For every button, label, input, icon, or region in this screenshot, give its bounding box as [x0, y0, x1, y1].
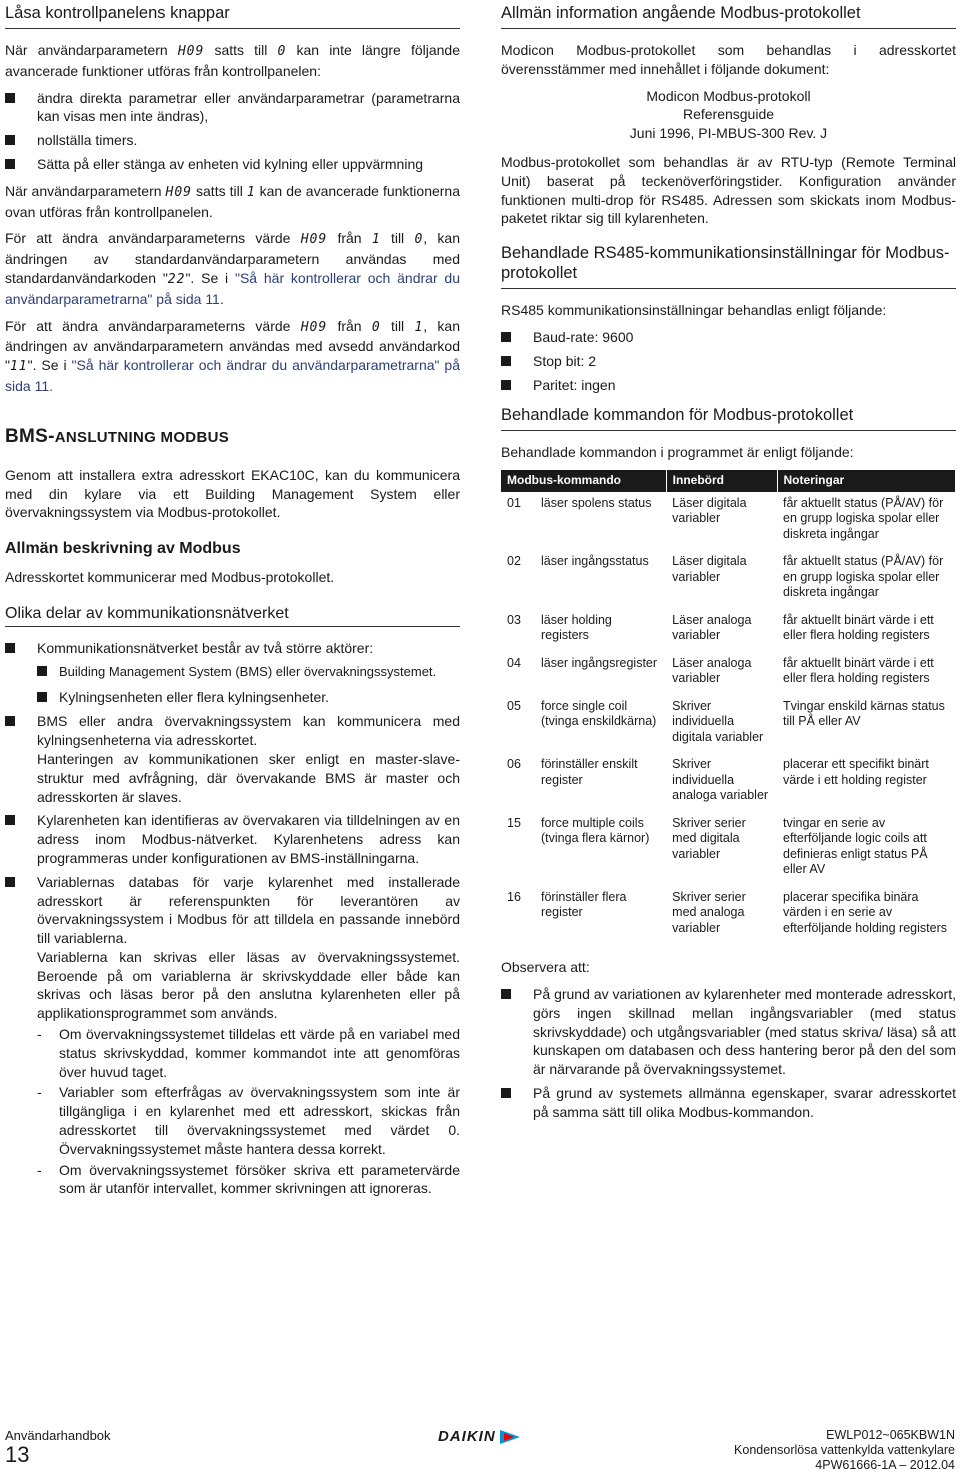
list-item: Paritet: ingen — [501, 376, 956, 395]
list-item: - Om övervakningssystemet försöker skriva ett parametervärde som är utanför intervallet, kommer skrivningen att ignoreras. — [37, 1161, 460, 1197]
heading-network-parts: Olika delar av kommunikationsnätverket — [5, 605, 460, 627]
user-code: 11 — [9, 359, 28, 375]
table-cell: Skriver individuella analoga variabler — [672, 757, 769, 803]
square-bullet-icon — [5, 93, 15, 103]
square-bullet-icon — [501, 1088, 511, 1098]
lock-functions-list — [5, 89, 460, 174]
rs485-paragraph: RS485 kommunikationsinställningar behandlas enligt följande: — [501, 302, 887, 319]
square-bullet-icon — [501, 332, 511, 342]
square-bullet-icon — [501, 380, 511, 390]
note-title: Observera att: — [501, 959, 590, 976]
section-title-modbus-info: Allmän information angående Modbus-protokollet — [501, 0, 956, 29]
list-item: Baud-rate: 9600 — [501, 328, 956, 347]
square-bullet-icon — [501, 989, 511, 999]
table-cell: 03 — [507, 612, 521, 627]
table-cell: Skriver individuella digitala variabler — [672, 698, 764, 744]
modbus-info-paragraph: Modicon Modbus-protokollet som behandlas i adresskortet överensstämmer med innehållet i följande dokument: — [501, 42, 956, 77]
table-cell: 16 — [507, 889, 521, 904]
table-cell: läser spolens status — [541, 495, 652, 510]
param-value: 0 — [414, 232, 424, 248]
brand-logo — [438, 1428, 520, 1445]
product-name: Kondensorlösa vattenkylda vattenkylare — [734, 1443, 955, 1457]
list-item: Sätta på eller stänga av enheten vid kylning eller uppvärmning — [5, 155, 460, 174]
table-cell: läser ingångsstatus — [541, 554, 649, 569]
general-paragraph: Adresskortet kommunicerar med Modbus-protokollet. — [5, 569, 335, 586]
brand-name: DAIKIN — [438, 1428, 496, 1445]
list-item: ändra direkta parametrar eller användarparametrar (parametrarna kan visas men inte ändras), — [5, 89, 460, 127]
table-cell: får aktuellt binärt värde i ett eller flera holding registers — [783, 655, 934, 686]
table-cell: force single coil (tvinga enskildkärna) — [541, 698, 657, 729]
table-header: Noteringar — [777, 470, 956, 492]
dash-list — [37, 1025, 460, 1198]
square-bullet-icon — [5, 877, 15, 887]
model-number: EWLP012~065KBW1N — [826, 1428, 955, 1442]
param-value: 1 — [414, 319, 424, 335]
table-cell: läser holding registers — [541, 612, 612, 643]
list-item: Kylningsenheten eller flera kylningsenheter. — [37, 688, 460, 707]
reference-document: Modicon Modbus-protokoll Referensguide Juni 1996, PI-MBUS-300 Rev. J — [629, 87, 828, 142]
table-cell: Skriver serier med digitala variabler — [672, 815, 746, 861]
table-row — [501, 753, 956, 812]
table-cell: läser ingångsregister — [541, 655, 658, 670]
square-bullet-icon — [501, 356, 511, 366]
lock-paragraph-3: För att ändra användarparameterns värde H09 från 1 till 0, kan ändringen av standardanvändarparametern användas med standardanvändarkoden "22". Se i "Så här kontrollerar och ändrar du användarparametrarna" på sida 11. — [5, 230, 461, 307]
section-title-commands: Behandlade kommandon för Modbus-protokollet — [501, 402, 956, 431]
bms-intro-paragraph: Genom att installera extra adresskort EKAC10C, kan du kommunicera med din kylare via ett Building Management System eller övervakningssystem via Modbus-protokollet. — [5, 466, 460, 521]
list-item: - Variabler som efterfrågas av övervakningssystem som inte är tillgängliga i en kylarenhet med ett adresskort, skickas från adresskortet till övervakningssystemet med värdet 0. Övervakningssystemet måste hantera dessa korrekt. — [37, 1084, 460, 1157]
lock-paragraph-1: När användarparametern H09 satts till 0 kan inte längre följande avancerade funktioner utföras från kontrollpanelen: — [5, 42, 461, 79]
list-item: Variablernas databas för varje kylarenhet med installerade adresskort är referenspunkten för leverantören av övervakningssystem i Modbus för att tilldela en passande innebörd till variablerna. Variablerna kan skrivas eller läsas av övervakningssystemet. Beroende på om variablerna är skrivskyddade eller både kan skrivas och läsas beror på den anslutna kylarenheten eller på applikationsprogrammet som används. - Om övervakningssystemet tilldelas ett värde på en variabel med status skrivskyddad, kommer kommandot inte att genomföras över huvud taget. - Variabler som efterfrågas av övervakningssystem som inte är tillgängliga i en kylarenhet med ett adresskort, skickas från adresskortet till övervakningssystemet med värdet 0. Övervakningssystemet måste hantera dessa korrekt. - Om övervakningssystemet försöker skriva ett parametervärde som är utanför intervallet, kommer skrivningen att ignoreras. — [5, 873, 460, 1199]
table-cell: force multiple coils (tvinga flera kärnor) — [541, 815, 650, 846]
table-cell: placerar ett specifikt binärt värde i ett holding register — [783, 757, 929, 787]
lock-paragraph-4: För att ändra användarparameterns värde H09 från 0 till 1, kan ändringen av användarparametern användas med avsedd användarkod "11". Se i "Så här kontrollerar och ändrar du användarparametrarna" på sida 11. — [5, 317, 461, 394]
user-code: 22 — [167, 271, 186, 287]
table-row — [501, 492, 956, 551]
heading-general-modbus: Allmän beskrivning av Modbus — [5, 540, 241, 558]
footer-product-info — [734, 1428, 955, 1473]
param-code: H09 — [300, 319, 328, 335]
lock-paragraph-2: När användarparametern H09 satts till 1 kan de avancerade funktionerna ovan utföras från kontrollpanelen. — [5, 182, 460, 220]
network-parts-list — [5, 639, 460, 1198]
square-bullet-icon — [5, 815, 15, 825]
list-item: På grund av variationen av kylarenheter med monterade adresskort, görs ingen skillnad mellan ingångsvariabler (med status skrivskyddade) och utgångsvariabler (med status skriva/ läsa) så att kunskapen om databasen och dess hantering beror på den del som är närvarande på övervakningssystemet. — [501, 985, 956, 1079]
table-cell: Tvingar enskild kärnas status till PÅ eller AV — [783, 698, 945, 729]
table-row — [501, 812, 956, 886]
param-value: 0 — [371, 319, 381, 335]
table-cell: Läser digitala variabler — [672, 495, 747, 526]
page-number: 13 — [5, 1442, 30, 1467]
table-cell: Läser analoga variabler — [672, 612, 752, 643]
document-code: 4PW61666-1A – 2012.04 — [815, 1458, 955, 1472]
list-item: Kommunikationsnätverket består av två större aktörer: Building Management System (BMS) eller övervakningssystemet. Kylningsenheten eller flera kylningsenheter. — [5, 639, 460, 706]
list-item: Stop bit: 2 — [501, 352, 956, 371]
table-cell: 15 — [507, 815, 521, 830]
table-cell: får aktuellt binärt värde i ett eller flera holding registers — [783, 612, 934, 643]
table-row — [501, 695, 956, 754]
rs485-settings-list — [501, 328, 956, 394]
list-item: nollställa timers. — [5, 131, 460, 150]
section-title-rs485: Behandlade RS485-kommunikationsinställningar för Modbus-protokollet — [501, 240, 956, 289]
daikin-logo-icon — [500, 1430, 520, 1444]
square-bullet-icon — [37, 666, 47, 676]
param-value: 1 — [371, 232, 381, 248]
table-cell: 02 — [507, 554, 521, 569]
page-reference-link[interactable]: "Så här kontrollerar och ändrar du användarparametrarna" på sida 11. — [5, 357, 461, 394]
sub-list — [37, 662, 460, 707]
section-title-lock-buttons: Låsa kontrollpanelens knappar — [5, 0, 460, 29]
table-row — [501, 652, 956, 695]
table-row — [501, 886, 956, 945]
square-bullet-icon — [5, 159, 15, 169]
square-bullet-icon — [5, 643, 15, 653]
param-code: H09 — [177, 44, 205, 59]
table-cell: får aktuellt status (PÅ/AV) för en grupp logiska spolar eller diskreta ingångar — [783, 554, 944, 600]
table-cell: tvingar en serie av efterföljande logic coils att definieras enligt status PÅ eller AV — [783, 815, 928, 877]
param-code: H09 — [300, 232, 328, 248]
table-cell: Läser digitala variabler — [672, 554, 747, 584]
param-value: 0 — [277, 44, 287, 59]
rtu-paragraph: Modbus-protokollet som behandlas är av RTU-typ (Remote Terminal Unit) baserat på teckenöverföringstider. Konfiguration använder funktionen multi-drop för RS485. Adressen som skickats inom Modbus-paketet riktar sig till kylarenheten. — [501, 153, 956, 227]
bms-chapter-title: BMS-ANSLUTNING MODBUS — [5, 425, 230, 447]
table-header: Modbus-kommando — [501, 470, 666, 492]
list-item: På grund av systemets allmänna egenskaper, svarar adresskortet på samma sätt till olika Modbus-kommandon. — [501, 1084, 956, 1122]
table-cell: 06 — [507, 757, 521, 772]
table-cell: 01 — [507, 495, 521, 510]
table-cell: 05 — [507, 698, 521, 713]
table-header: Innebörd — [666, 470, 777, 492]
param-value: 1 — [246, 184, 256, 200]
list-item: Building Management System (BMS) eller övervakningssystemet. — [37, 662, 460, 682]
square-bullet-icon — [5, 135, 15, 145]
table-cell: Läser analoga variabler — [672, 655, 752, 686]
table-cell: förinställer flera register — [541, 889, 627, 920]
param-code: H09 — [165, 184, 193, 200]
modbus-commands-table — [501, 470, 956, 944]
right-column — [501, 0, 956, 1130]
manual-label: Användarhandbok — [5, 1428, 111, 1443]
table-row — [501, 609, 956, 652]
list-item: BMS eller andra övervakningssystem kan kommunicera med kylningsenheterna via adresskortet. Hanteringen av kommunikationen sker enligt en master-slave-struktur med avfrågning, där övervakande BMS är master och adresskorten är slaves. — [5, 712, 460, 806]
table-cell: förinställer enskilt register — [541, 757, 638, 787]
list-item: - Om övervakningssystemet tilldelas ett värde på en variabel med status skrivskyddad, kommer kommandot inte att genomföras över huvud taget. — [37, 1026, 460, 1080]
table-header-row — [501, 470, 956, 492]
commands-paragraph: Behandlade kommandon i programmet är enligt följande: — [501, 444, 854, 461]
list-item: Kylarenheten kan identifieras av övervakaren via tilldelningen av en adress inom Modbus-nätverket. Kylarenhetens adress kan programmeras under konfigurationen av BMS-inställningarna. — [5, 811, 460, 867]
left-column — [5, 0, 460, 1206]
square-bullet-icon — [5, 716, 15, 726]
notes-list — [501, 985, 956, 1122]
table-cell: 04 — [507, 655, 521, 670]
table-cell: får aktuellt status (PÅ/AV) för en grupp logiska spolar eller diskreta ingångar — [783, 495, 944, 541]
square-bullet-icon — [37, 692, 47, 702]
table-cell: Skriver serier med analoga variabler — [672, 889, 746, 935]
table-cell: placerar specifika binära värden i en serie av efterföljande holding registers — [783, 889, 947, 935]
page-reference-link[interactable]: "Så här kontrollerar och ändrar du användarparametrarna" på sida 11. — [5, 269, 461, 307]
table-row — [501, 550, 956, 609]
